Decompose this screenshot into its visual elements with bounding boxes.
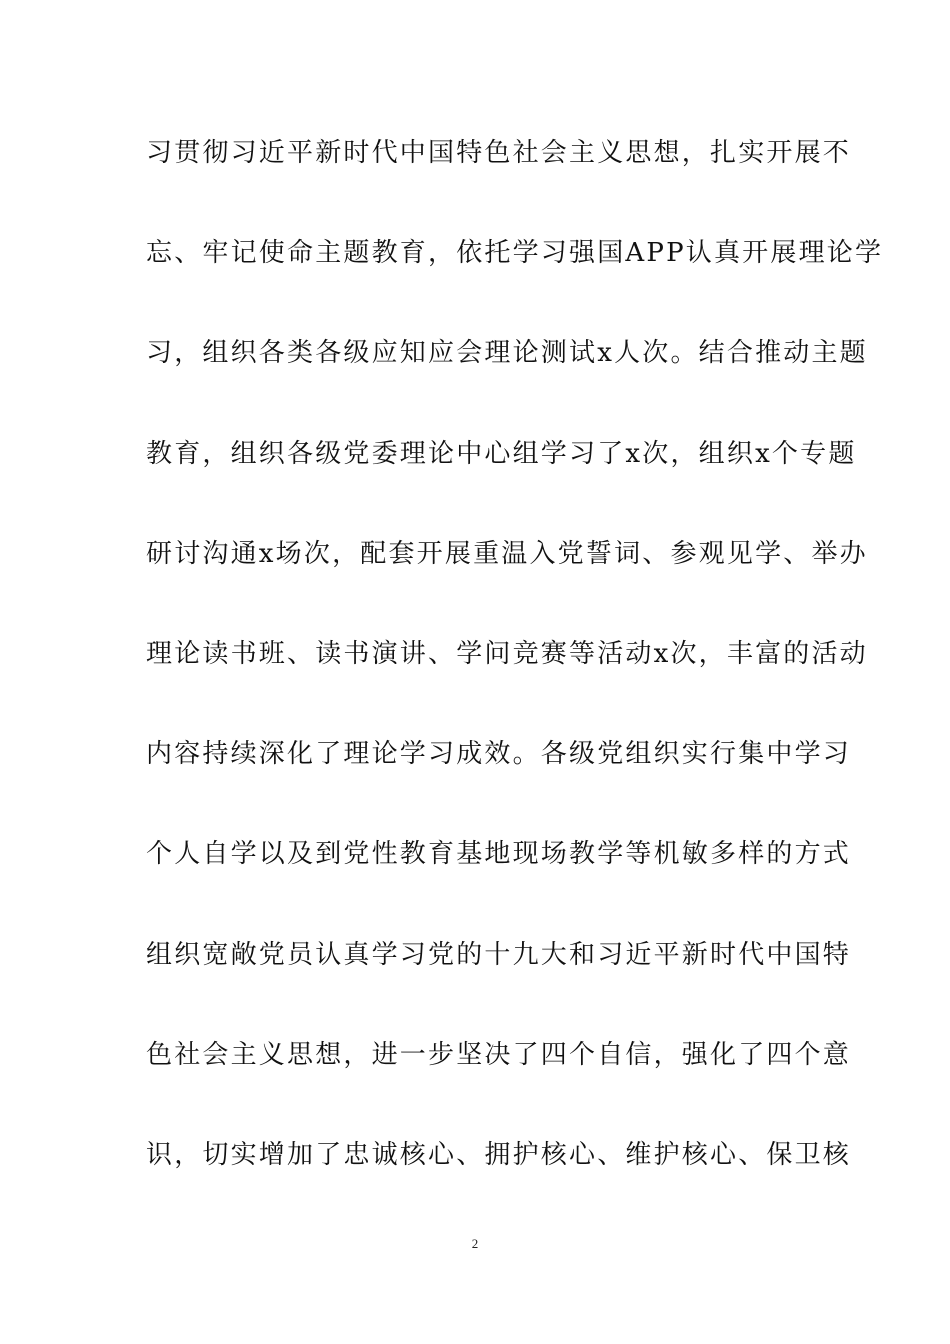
text-line-10: 色社会主义思想，进一步坚决了四个自信，强化了四个意: [146, 1039, 852, 1070]
text-line-4: 教育，组织各级党委理论中心组学习了x次，组织x个专题: [146, 438, 857, 469]
text-line-8: 个人自学以及到党性教育基地现场教学等机敏多样的方式: [146, 839, 852, 870]
text-line-2: 忘、牢记使命主题教育，依托学习强国APP认真开展理论学: [146, 238, 884, 269]
page-number: 2: [471, 1236, 479, 1251]
text-line-1: 习贯彻习近平新时代中国特色社会主义思想，扎实开展不: [146, 138, 852, 168]
text-line-6: 理论读书班、读书演讲、学问竞赛等活动x次，丰富的活动: [146, 638, 868, 669]
text-line-7: 内容持续深化了理论学习成效。各级党组织实行集中学习: [146, 739, 852, 770]
text-line-11: 识，切实增加了忠诚核心、拥护核心、维护核心、保卫核: [146, 1139, 852, 1170]
text-line-3: 习，组织各类各级应知应会理论测试x人次。结合推动主题: [146, 338, 868, 369]
body-text: [146, 128, 884, 1230]
text-line-5: 研讨沟通x场次，配套开展重温入党誓词、参观见学、举办: [146, 538, 868, 569]
text-line-9: 组织宽敞党员认真学习党的十九大和习近平新时代中国特: [146, 939, 852, 970]
